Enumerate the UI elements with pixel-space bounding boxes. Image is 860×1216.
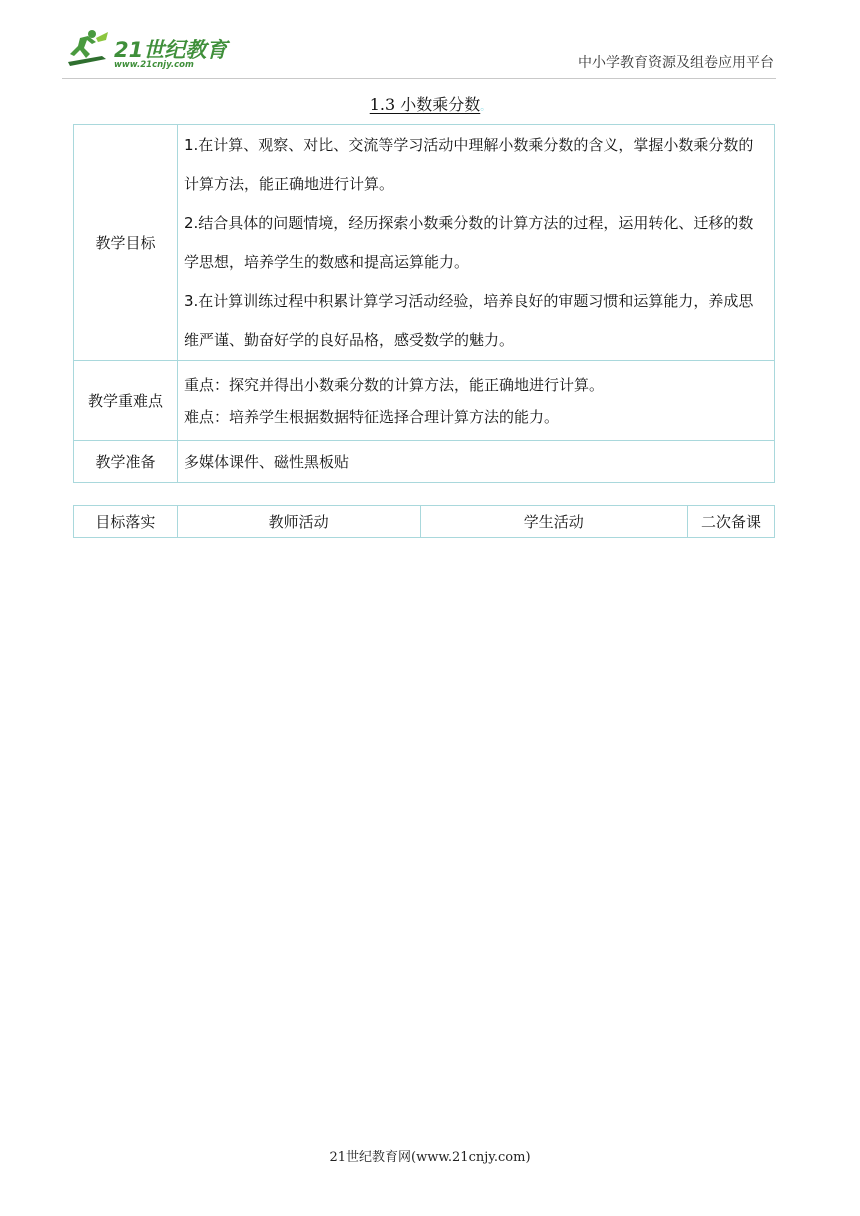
difficulty-row xyxy=(74,361,775,441)
prep-row xyxy=(74,441,775,483)
site-logo xyxy=(62,28,232,74)
goal-item-3: 3.在计算训练过程中积累计算学习活动经验，培养良好的审题习惯和运算能力，养成思维严谨、勤奋好学的良好品格，感受数学的魅力。 xyxy=(184,291,754,349)
logo-site-text: www.21cnjy.com xyxy=(114,60,194,70)
header-divider xyxy=(62,78,776,79)
logo-brand-text: 21世纪教育 xyxy=(114,38,228,62)
col-second-prep: 二次备课 xyxy=(688,506,775,538)
activity-table xyxy=(73,505,775,538)
hard-point: 难点：培养学生根据数据特征选择合理计算方法的能力。 xyxy=(184,407,560,426)
goal-item-2: 2.结合具体的问题情境，经历探索小数乘分数的计算方法的过程，运用转化、迁移的数学思想，培养学生的数感和提高运算能力。 xyxy=(184,213,754,271)
prep-content: 多媒体课件、磁性黑板贴 xyxy=(178,441,775,483)
runner-logo-icon xyxy=(62,28,114,74)
key-point: 重点：探究并得出小数乘分数的计算方法，能正确地进行计算。 xyxy=(184,375,605,394)
goal-row xyxy=(74,125,775,361)
document-title xyxy=(0,92,860,115)
page-footer: 21世纪教育网(www.21cnjy.com) xyxy=(329,1150,531,1165)
difficulty-content xyxy=(178,361,775,441)
title-mark: 。 xyxy=(480,102,491,113)
header-tagline: 中小学教育资源及组卷应用平台 xyxy=(578,55,774,71)
goal-label: 教学目标 xyxy=(74,125,178,361)
lesson-info-table xyxy=(73,124,775,483)
col-student-activity: 学生活动 xyxy=(420,506,688,538)
goal-content xyxy=(178,125,775,361)
activity-header-row xyxy=(74,506,775,538)
goal-item-1: 1.在计算、观察、对比、交流等学习活动中理解小数乘分数的含义，掌握小数乘分数的计算方法，能正确地进行计算。 xyxy=(184,135,754,193)
prep-label: 教学准备 xyxy=(74,441,178,483)
title-text: 1.3 小数乘分数 xyxy=(369,95,481,114)
col-teacher-activity: 教师活动 xyxy=(177,506,420,538)
difficulty-label: 教学重难点 xyxy=(74,361,178,441)
col-goal-implementation: 目标落实 xyxy=(74,506,178,538)
